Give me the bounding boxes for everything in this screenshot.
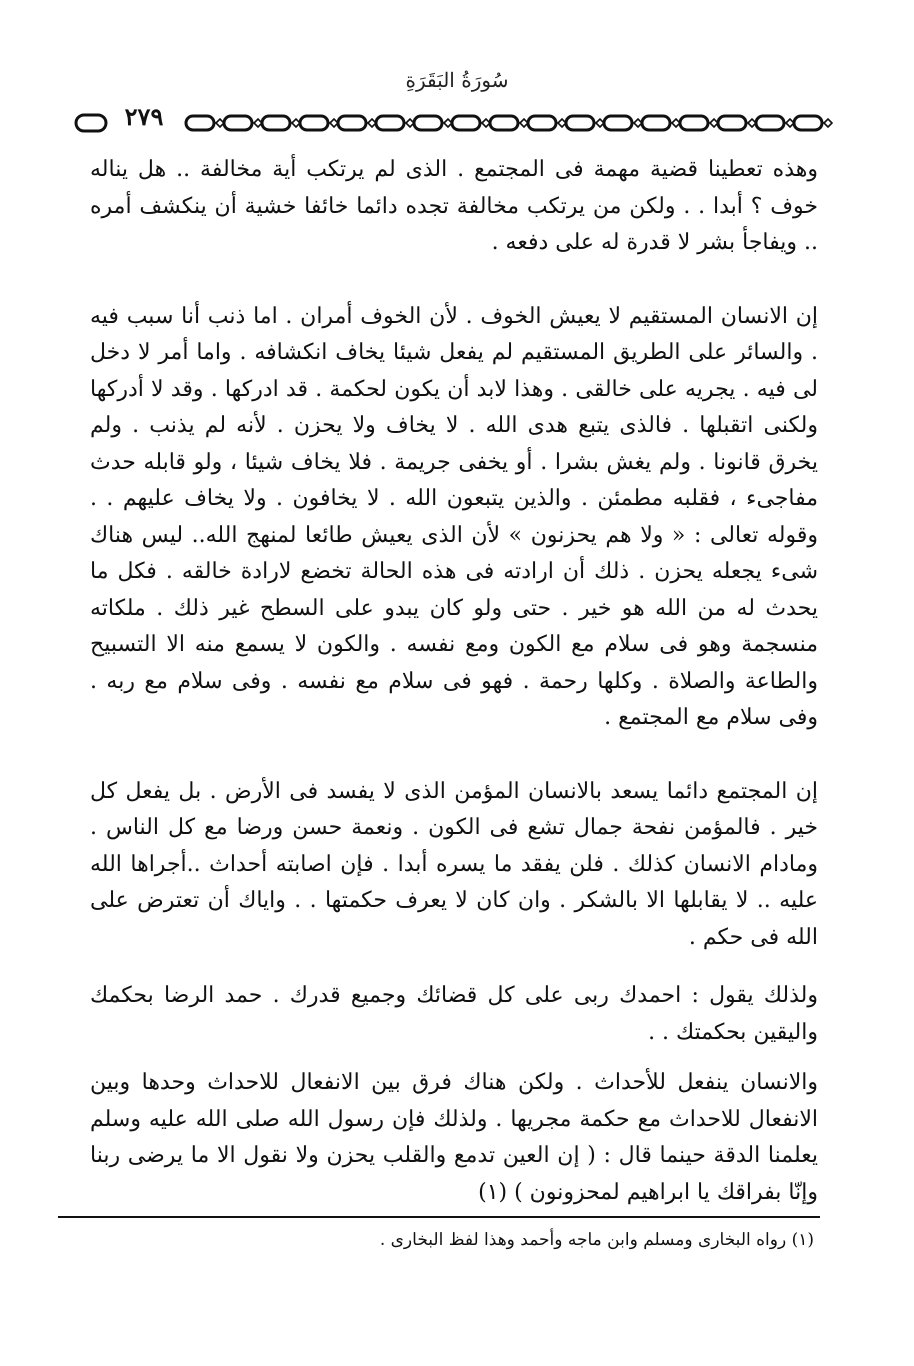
- paragraph-2: إن الانسان المستقيم لا يعيش الخوف . لأن الخوف أمران . اما ذنب أنا سبب فيه . والسائر على الطريق المستقيم لم يفعل شيئا يخاف انكشافه . واما أمر لا دخل لى فيه . يجريه على خالقى . وهذا لابد أن يكون لحكمة . قد ادركها . وقد لا أدركها ولكنى اتقبلها . فالذى يتبع هدى الله . لا يخاف ولا يحزن . لأنه لم يذنب . ولم يخرق قانونا . ولم يغش بشرا . أو يخفى جريمة . فلا يخاف شيئا ، ولو قابله حدث مفاجىء ، فقلبه مطمئن . والذين يتبعون الله . لا يخافون . ولا يخاف عليهم . . وقوله تعالى : « ولا هم يحزنون » لأن الذى يعيش طائعا لمنهج الله.. ليس هناك شىء يجعله يحزن . ذلك أن ارادته فى هذه الحالة تخضع لارادة خالقه . فكل ما يحدث له من الله هو خير . حتى ولو كان يبدو على السطح غير ذلك . ملكاته منسجمة وهو فى سلام مع الكون ومع نفسه . والكون لا يسمع منه الا التسبيح والطاعة والصلاة . وكلها رحمة . فهو فى سلام مع نفسه . وفى سلام مع ربه . وفى سلام مع المجتمع .: [90, 303, 818, 730]
- surah-title: سُورَةُ البَقَرَةِ: [405, 68, 509, 92]
- ornament-link: [604, 116, 632, 130]
- ornament-link: [794, 116, 822, 130]
- ornament-link: [414, 116, 442, 130]
- paragraph-3: إن المجتمع دائما يسعد بالانسان المؤمن الذى لا يفسد فى الأرض . بل يفعل كل خير . فالمؤمن نفحة جمال تشع فى الكون . ونعمة حسن ورضا مع كل الناس . ومادام الانسان كذلك . فلن يفقد ما يسره أبدا . فإن اصابته أحداث ..أجراها الله عليه .. لا يقابلها الا بالشكر . وان كان لا يعرف حكمتها . . واياك أن تعترض على الله فى حكم .: [90, 778, 818, 950]
- paragraph-5: والانسان ينفعل للأحداث . ولكن هناك فرق بين الانفعال للاحداث وحدها وبين الانفعال للاحداث مع حكمة مجريها . ولذلك فإن رسول الله صلى الله عليه وسلم يعلمنا الدقة حينما قال : ( إن العين تدمع والقلب يحزن ولا نقول الا ما يرضى ربنا وإنّا بفراقك يا ابراهيم لمحزونون ) (١): [90, 1070, 818, 1205]
- header-ornament-border: [74, 110, 840, 136]
- ornament-link: [262, 116, 290, 130]
- page-body: [90, 152, 818, 1211]
- paragraph-4: ولذلك يقول : احمدك ربى على كل قضائك وجميع قدرك . حمد الرضا بحكمك واليقين بحكمتك . .: [90, 983, 818, 1045]
- ornament-link: [566, 116, 594, 130]
- ornament-link: [718, 116, 746, 130]
- ornament-link: [300, 116, 328, 130]
- ornament-link: [824, 119, 832, 127]
- paragraph-1: وهذه تعطينا قضية مهمة فى المجتمع . الذى لم يرتكب أية مخالفة .. هل يناله خوف ؟ أبدا . . ولكن من يرتكب مخالفة تجده دائما خائفا خشية أن ينكشف أمره .. ويفاجأ بشر لا قدرة له على دفعه .: [90, 157, 818, 255]
- ornament-link: [528, 116, 556, 130]
- ornament-link: [376, 116, 404, 130]
- ornament-link: [338, 116, 366, 130]
- ornament-link: [452, 116, 480, 130]
- ornament-link: [756, 116, 784, 130]
- ornament-link: [680, 116, 708, 130]
- ornament-link: [224, 116, 252, 130]
- ornament-link: [76, 115, 106, 131]
- ornament-link: [642, 116, 670, 130]
- ornament-link: [490, 116, 518, 130]
- footnote-divider: [58, 1216, 820, 1218]
- ornament-link: [186, 116, 214, 130]
- page-number: ٢٧٩: [108, 102, 180, 131]
- footnote: (١) رواه البخارى ومسلم وابن ماجه وأحمد وهذا لفظ البخارى .: [379, 1230, 814, 1250]
